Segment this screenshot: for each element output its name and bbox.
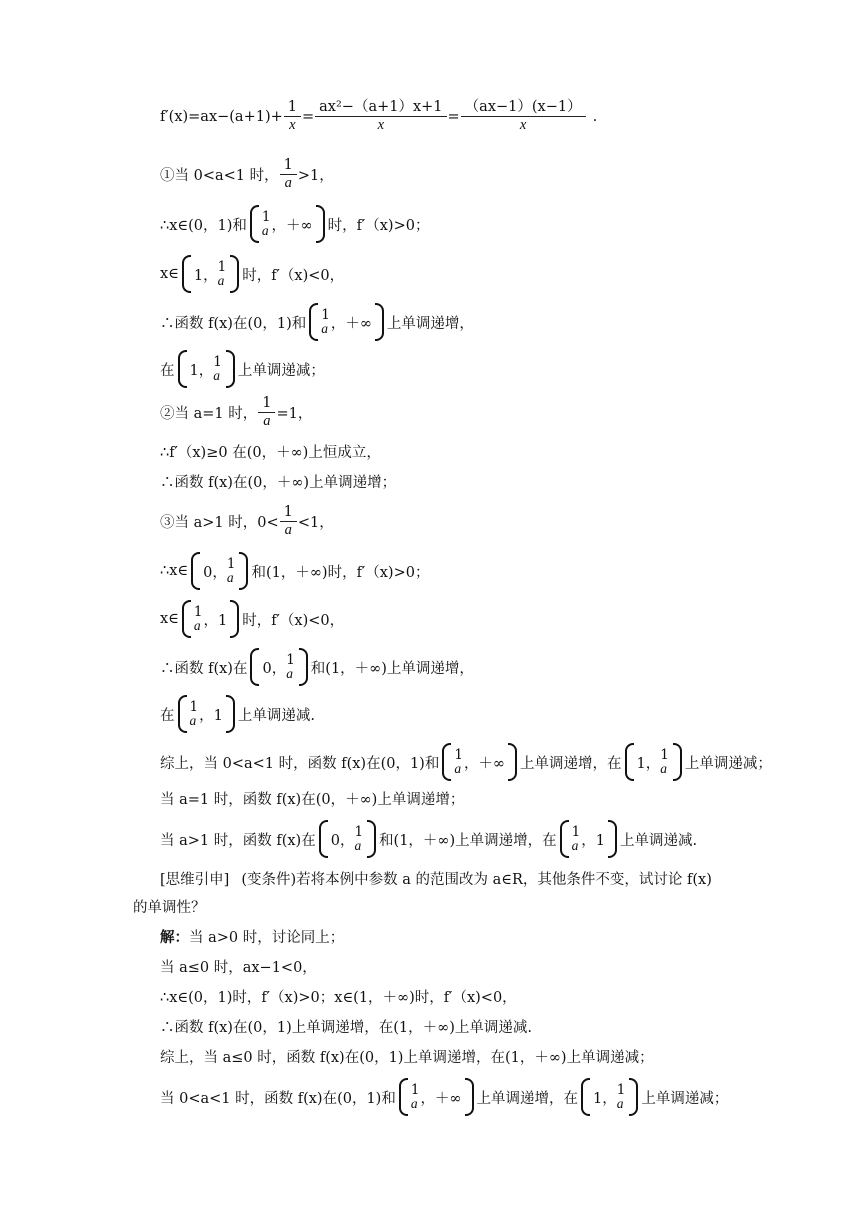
text: 和(1，＋∞)上单调递增，在 — [379, 832, 557, 849]
text: ∴函数 f(x)在(0，1)和 — [160, 315, 307, 332]
fraction: $\frac{1}{a}$ — [282, 505, 295, 538]
text-line — [160, 956, 820, 977]
case-1-line — [160, 158, 820, 191]
text: ∴f′（x)≥0 在(0，＋∞)上恒成立， — [160, 445, 381, 461]
text: f′(x)=ax−(a+1)+ — [160, 108, 283, 125]
interval: 1， 1 a — [178, 350, 235, 388]
derivative-line — [160, 100, 820, 133]
text: >1， — [297, 168, 334, 185]
text: ∴函数 f(x)在(0，1)上单调递增，在(1，＋∞)上单调递减. — [160, 1020, 532, 1036]
fraction: $\frac{\text{ax²−（a+1）x+1}}{x}$ — [317, 100, 444, 133]
text: 和(1，＋∞)时，f′（x)>0； — [251, 564, 430, 581]
text: 综上，当 0<a<1 时，函数 f(x)在(0，1)和 — [160, 755, 440, 772]
text: 当 0<a<1 时，函数 f(x)在(0，1)和 — [160, 1090, 396, 1107]
text: x∈ — [160, 266, 179, 282]
interval: 1 a ，＋∞ — [442, 743, 517, 781]
text: =1， — [276, 406, 313, 423]
interval: 1 a ，＋∞ — [399, 1078, 474, 1116]
text-line — [160, 695, 820, 733]
interval: 1 a ，＋∞ — [250, 205, 325, 243]
text: (变条件)若将本例中参数 a 的范围改为 a∈R，其他条件不变，试讨论 f(x) — [241, 872, 712, 888]
text: ①当 0<a<1 时， — [160, 168, 279, 185]
text: <1， — [297, 515, 334, 532]
case-2-line — [160, 396, 820, 429]
text-line — [160, 1046, 820, 1067]
text-line — [160, 648, 820, 686]
text: 的单调性？ — [133, 900, 206, 916]
text: 时，f′（x)>0； — [327, 217, 430, 234]
text: ∴函数 f(x)在 — [160, 660, 248, 677]
text-line — [160, 471, 820, 492]
text: = — [302, 108, 315, 125]
interval: 0， 1 a — [250, 648, 307, 686]
interval: 1 a ，1 — [560, 820, 617, 858]
text-line — [133, 896, 820, 917]
text: 当 a≤0 时，ax−1<0， — [160, 960, 317, 976]
text: 上单调递增，在 — [520, 755, 622, 772]
interval: 1 a ，1 — [182, 600, 239, 638]
fraction: $\frac{1}{a}$ — [260, 396, 273, 429]
text: ∴x∈(0，1)和 — [160, 217, 247, 234]
text: 上单调递减； — [641, 1090, 729, 1107]
case-3-line — [160, 505, 820, 538]
text-line — [160, 552, 820, 590]
text: 上单调递减； — [684, 755, 772, 772]
interval: 1， 1 a — [625, 743, 682, 781]
text: . — [592, 108, 598, 125]
solution-line — [160, 926, 820, 947]
interval: 1， 1 a — [581, 1078, 638, 1116]
text: ∴x∈ — [160, 563, 189, 579]
summary-line — [160, 820, 820, 858]
text: 当 a=1 时，函数 f(x)在(0，＋∞)上单调递增； — [160, 792, 465, 808]
text-line — [160, 600, 820, 638]
section-tag: [思维引申] — [160, 872, 230, 888]
interval: 0， 1 a — [191, 552, 248, 590]
extension-line — [160, 868, 820, 889]
text: 上单调递减. — [620, 832, 698, 849]
fraction: $\frac{1}{x}$ — [286, 100, 299, 133]
text: ②当 a=1 时， — [160, 406, 258, 423]
text: 当 a>1 时，函数 f(x)在 — [160, 832, 316, 849]
text: 当 a>0 时，讨论同上； — [189, 930, 345, 946]
text-line — [160, 303, 820, 341]
text-line — [160, 441, 820, 462]
text: = — [447, 108, 460, 125]
text: 上单调递减. — [237, 707, 315, 724]
text-line — [160, 788, 820, 809]
text-line — [160, 350, 820, 388]
text: 上单调递增， — [386, 315, 474, 332]
summary-line — [160, 743, 820, 781]
text: 和(1，＋∞)上单调递增， — [310, 660, 474, 677]
text: ③当 a>1 时，0< — [160, 515, 279, 532]
solution-label: 解： — [160, 929, 189, 946]
text-line — [160, 205, 820, 243]
text-line — [160, 255, 820, 293]
text-line — [160, 986, 820, 1007]
interval: 1 a ，1 — [178, 695, 235, 733]
interval: 0， 1 a — [319, 820, 376, 858]
text: 综上，当 a≤0 时，函数 f(x)在(0，1)上单调递增，在(1，＋∞)上单调递减； — [160, 1050, 654, 1066]
text: ∴函数 f(x)在(0，＋∞)上单调递增； — [160, 475, 397, 491]
text: ∴x∈(0，1)时，f′（x)>0；x∈(1，＋∞)时，f′（x)<0， — [160, 990, 517, 1006]
text-line — [160, 1016, 820, 1037]
text: 在 — [160, 362, 175, 379]
summary-line — [160, 1078, 820, 1116]
text: 时，f′（x)<0， — [242, 267, 345, 284]
interval: 1， 1 a — [182, 255, 239, 293]
text: 上单调递增，在 — [476, 1090, 579, 1107]
text: 上单调递减； — [237, 362, 325, 379]
text: x∈ — [160, 611, 179, 627]
text: 时，f′（x)<0， — [242, 612, 345, 629]
fraction: $\frac{1}{a}$ — [282, 158, 295, 191]
interval: 1 a ，＋∞ — [309, 303, 384, 341]
fraction: $\frac{(ax-1)(x-1)}{x}$ — [463, 100, 584, 133]
text: 在 — [160, 707, 175, 724]
